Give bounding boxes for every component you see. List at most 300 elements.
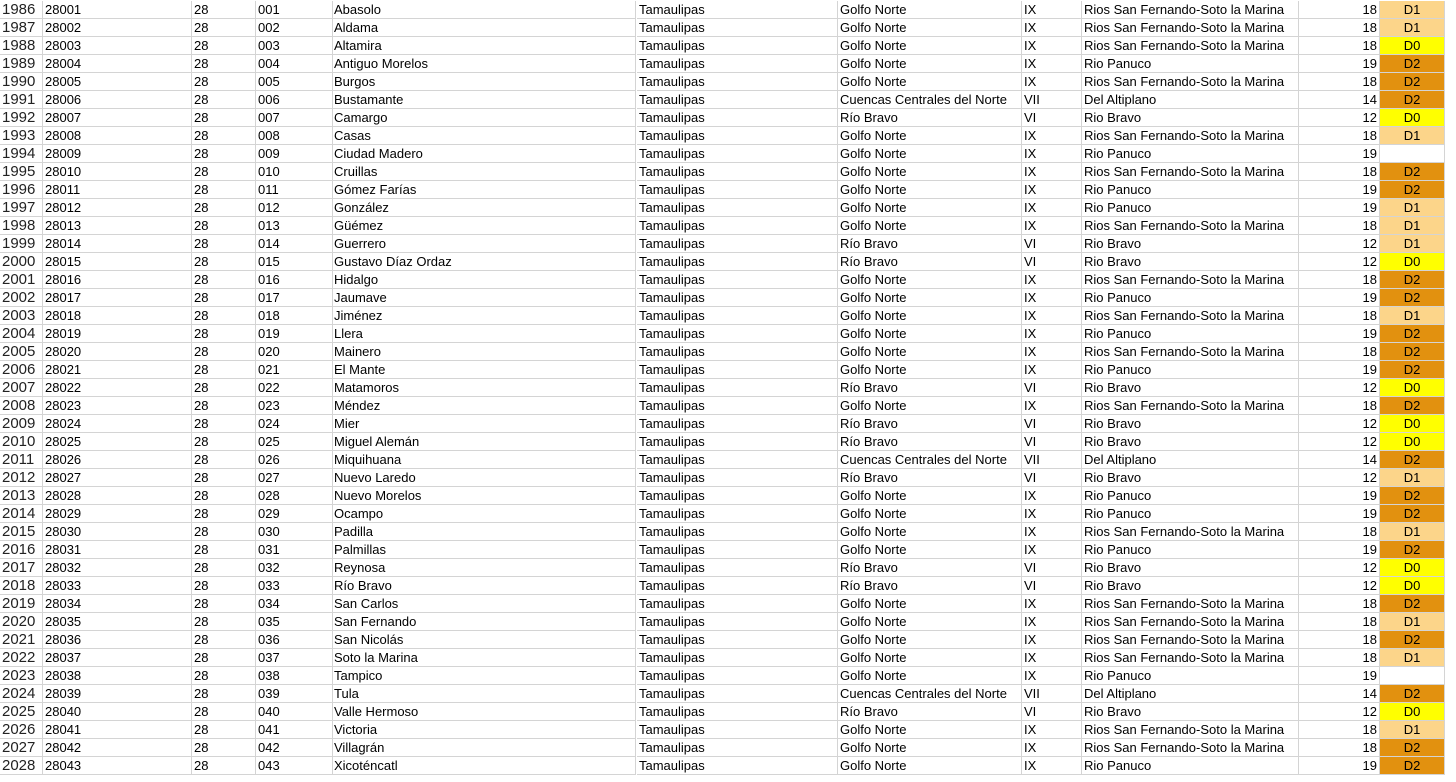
cell-municipality-name[interactable]: Palmillas (333, 541, 636, 559)
cell-basin-number[interactable]: 14 (1299, 91, 1380, 109)
cell-id[interactable]: 28030 (43, 523, 192, 541)
cell-municipality-name[interactable]: Abasolo (333, 1, 636, 19)
cell-region-number[interactable]: IX (1022, 145, 1082, 163)
cell-id[interactable]: 28014 (43, 235, 192, 253)
cell-region[interactable]: Golfo Norte (838, 37, 1022, 55)
cell-drought-category[interactable]: D2 (1380, 163, 1445, 181)
cell-state-code[interactable]: 28 (192, 379, 256, 397)
cell-region[interactable]: Golfo Norte (838, 307, 1022, 325)
cell-municipality-code[interactable]: 001 (256, 1, 333, 19)
cell-drought-category[interactable]: D2 (1380, 73, 1445, 91)
cell-basin[interactable]: Rios San Fernando-Soto la Marina (1082, 595, 1299, 613)
cell-region[interactable]: Golfo Norte (838, 667, 1022, 685)
cell-basin[interactable]: Rio Panuco (1082, 667, 1299, 685)
cell-region[interactable]: Río Bravo (838, 469, 1022, 487)
cell-municipality-code[interactable]: 021 (256, 361, 333, 379)
cell-municipality-code[interactable]: 043 (256, 757, 333, 775)
cell-region-number[interactable]: VII (1022, 91, 1082, 109)
cell-basin-number[interactable]: 19 (1299, 199, 1380, 217)
cell-municipality-name[interactable]: Antiguo Morelos (333, 55, 636, 73)
cell-drought-category[interactable]: D2 (1380, 541, 1445, 559)
cell-basin-number[interactable]: 19 (1299, 757, 1380, 775)
cell-region-number[interactable]: IX (1022, 181, 1082, 199)
cell-municipality-name[interactable]: Altamira (333, 37, 636, 55)
cell-drought-category[interactable]: D2 (1380, 343, 1445, 361)
cell-state-code[interactable]: 28 (192, 19, 256, 37)
cell-region-number[interactable]: IX (1022, 397, 1082, 415)
cell-municipality-code[interactable]: 017 (256, 289, 333, 307)
cell-drought-category[interactable]: D2 (1380, 487, 1445, 505)
cell-region[interactable]: Río Bravo (838, 577, 1022, 595)
cell-basin[interactable]: Rios San Fernando-Soto la Marina (1082, 271, 1299, 289)
cell-basin-number[interactable]: 18 (1299, 307, 1380, 325)
cell-region[interactable]: Río Bravo (838, 559, 1022, 577)
cell-id[interactable]: 28005 (43, 73, 192, 91)
cell-region[interactable]: Río Bravo (838, 109, 1022, 127)
cell-municipality-code[interactable]: 037 (256, 649, 333, 667)
cell-municipality-code[interactable]: 013 (256, 217, 333, 235)
cell-basin-number[interactable]: 14 (1299, 685, 1380, 703)
cell-state-code[interactable]: 28 (192, 667, 256, 685)
cell-state-code[interactable]: 28 (192, 91, 256, 109)
cell-basin-number[interactable]: 12 (1299, 469, 1380, 487)
cell-municipality-code[interactable]: 015 (256, 253, 333, 271)
cell-region[interactable]: Golfo Norte (838, 55, 1022, 73)
cell-region[interactable]: Golfo Norte (838, 127, 1022, 145)
cell-state-name[interactable]: Tamaulipas (637, 577, 838, 595)
cell-region-number[interactable]: IX (1022, 289, 1082, 307)
cell-region-number[interactable]: IX (1022, 127, 1082, 145)
cell-state-name[interactable]: Tamaulipas (637, 379, 838, 397)
cell-state-code[interactable]: 28 (192, 37, 256, 55)
cell-region[interactable]: Golfo Norte (838, 613, 1022, 631)
cell-state-code[interactable]: 28 (192, 217, 256, 235)
cell-drought-category[interactable]: D2 (1380, 91, 1445, 109)
cell-basin-number[interactable]: 18 (1299, 721, 1380, 739)
cell-drought-category[interactable]: D1 (1380, 613, 1445, 631)
cell-state-name[interactable]: Tamaulipas (637, 541, 838, 559)
cell-state-code[interactable]: 28 (192, 109, 256, 127)
cell-basin[interactable]: Rio Bravo (1082, 379, 1299, 397)
cell-municipality-name[interactable]: Padilla (333, 523, 636, 541)
cell-id[interactable]: 28037 (43, 649, 192, 667)
cell-region[interactable]: Golfo Norte (838, 145, 1022, 163)
cell-drought-category[interactable]: D2 (1380, 325, 1445, 343)
cell-basin-number[interactable]: 18 (1299, 163, 1380, 181)
cell-id[interactable]: 28038 (43, 667, 192, 685)
cell-id[interactable]: 28043 (43, 757, 192, 775)
cell-municipality-name[interactable]: Reynosa (333, 559, 636, 577)
cell-region-number[interactable]: IX (1022, 613, 1082, 631)
cell-state-code[interactable]: 28 (192, 451, 256, 469)
cell-region[interactable]: Río Bravo (838, 235, 1022, 253)
cell-basin[interactable]: Rio Bravo (1082, 235, 1299, 253)
cell-id[interactable]: 28011 (43, 181, 192, 199)
cell-region[interactable]: Golfo Norte (838, 487, 1022, 505)
cell-state-name[interactable]: Tamaulipas (637, 253, 838, 271)
cell-basin-number[interactable]: 18 (1299, 631, 1380, 649)
cell-id[interactable]: 28039 (43, 685, 192, 703)
cell-id[interactable]: 28006 (43, 91, 192, 109)
cell-drought-category[interactable]: D0 (1380, 37, 1445, 55)
cell-basin[interactable]: Rio Panuco (1082, 541, 1299, 559)
cell-basin[interactable]: Rio Panuco (1082, 487, 1299, 505)
cell-basin[interactable]: Rios San Fernando-Soto la Marina (1082, 649, 1299, 667)
cell-region[interactable]: Golfo Norte (838, 595, 1022, 613)
cell-region[interactable]: Golfo Norte (838, 325, 1022, 343)
cell-region-number[interactable]: VI (1022, 109, 1082, 127)
cell-id[interactable]: 28004 (43, 55, 192, 73)
cell-region[interactable]: Cuencas Centrales del Norte (838, 451, 1022, 469)
cell-id[interactable]: 28008 (43, 127, 192, 145)
cell-drought-category[interactable] (1380, 145, 1445, 163)
cell-region-number[interactable]: IX (1022, 523, 1082, 541)
cell-municipality-code[interactable]: 008 (256, 127, 333, 145)
cell-municipality-code[interactable]: 038 (256, 667, 333, 685)
cell-basin-number[interactable]: 18 (1299, 523, 1380, 541)
cell-id[interactable]: 28016 (43, 271, 192, 289)
cell-region-number[interactable]: IX (1022, 667, 1082, 685)
cell-basin[interactable]: Rio Bravo (1082, 433, 1299, 451)
cell-state-name[interactable]: Tamaulipas (637, 199, 838, 217)
cell-municipality-name[interactable]: Villagrán (333, 739, 636, 757)
cell-id[interactable]: 28028 (43, 487, 192, 505)
cell-basin-number[interactable]: 18 (1299, 343, 1380, 361)
cell-basin-number[interactable]: 18 (1299, 397, 1380, 415)
cell-basin[interactable]: Rio Panuco (1082, 181, 1299, 199)
cell-basin[interactable]: Rio Bravo (1082, 577, 1299, 595)
cell-state-code[interactable]: 28 (192, 307, 256, 325)
cell-state-code[interactable]: 28 (192, 613, 256, 631)
cell-region[interactable]: Golfo Norte (838, 1, 1022, 19)
cell-id[interactable]: 28017 (43, 289, 192, 307)
cell-state-name[interactable]: Tamaulipas (637, 181, 838, 199)
cell-state-name[interactable]: Tamaulipas (637, 37, 838, 55)
cell-region[interactable]: Cuencas Centrales del Norte (838, 91, 1022, 109)
cell-municipality-name[interactable]: Guerrero (333, 235, 636, 253)
cell-basin-number[interactable]: 19 (1299, 667, 1380, 685)
cell-basin-number[interactable]: 18 (1299, 595, 1380, 613)
cell-municipality-name[interactable]: Güémez (333, 217, 636, 235)
cell-municipality-code[interactable]: 019 (256, 325, 333, 343)
cell-id[interactable]: 28007 (43, 109, 192, 127)
cell-state-code[interactable]: 28 (192, 55, 256, 73)
cell-municipality-code[interactable]: 031 (256, 541, 333, 559)
cell-region-number[interactable]: VII (1022, 685, 1082, 703)
cell-drought-category[interactable]: D0 (1380, 109, 1445, 127)
cell-basin-number[interactable]: 18 (1299, 649, 1380, 667)
cell-id[interactable]: 28042 (43, 739, 192, 757)
cell-drought-category[interactable]: D2 (1380, 505, 1445, 523)
cell-region-number[interactable]: VI (1022, 433, 1082, 451)
cell-municipality-code[interactable]: 002 (256, 19, 333, 37)
cell-state-code[interactable]: 28 (192, 1, 256, 19)
cell-region-number[interactable]: VI (1022, 235, 1082, 253)
cell-basin-number[interactable]: 14 (1299, 451, 1380, 469)
cell-basin-number[interactable]: 12 (1299, 703, 1380, 721)
cell-basin[interactable]: Rio Panuco (1082, 361, 1299, 379)
cell-id[interactable]: 28041 (43, 721, 192, 739)
cell-state-code[interactable]: 28 (192, 523, 256, 541)
cell-basin[interactable]: Rio Bravo (1082, 253, 1299, 271)
cell-region[interactable]: Golfo Norte (838, 271, 1022, 289)
cell-region-number[interactable]: VI (1022, 253, 1082, 271)
cell-drought-category[interactable]: D2 (1380, 739, 1445, 757)
cell-municipality-code[interactable]: 018 (256, 307, 333, 325)
cell-drought-category[interactable]: D1 (1380, 1, 1445, 19)
cell-municipality-code[interactable]: 003 (256, 37, 333, 55)
cell-state-name[interactable]: Tamaulipas (637, 127, 838, 145)
cell-state-code[interactable]: 28 (192, 325, 256, 343)
cell-id[interactable]: 28018 (43, 307, 192, 325)
cell-state-name[interactable]: Tamaulipas (637, 55, 838, 73)
cell-basin-number[interactable]: 18 (1299, 271, 1380, 289)
cell-basin[interactable]: Rio Panuco (1082, 505, 1299, 523)
cell-state-name[interactable]: Tamaulipas (637, 397, 838, 415)
cell-id[interactable]: 28002 (43, 19, 192, 37)
cell-region-number[interactable]: IX (1022, 361, 1082, 379)
cell-municipality-code[interactable]: 028 (256, 487, 333, 505)
cell-municipality-code[interactable]: 035 (256, 613, 333, 631)
cell-basin[interactable]: Rios San Fernando-Soto la Marina (1082, 721, 1299, 739)
cell-state-code[interactable]: 28 (192, 757, 256, 775)
cell-state-code[interactable]: 28 (192, 415, 256, 433)
cell-region[interactable]: Golfo Norte (838, 397, 1022, 415)
cell-municipality-name[interactable]: Gómez Farías (333, 181, 636, 199)
cell-state-name[interactable]: Tamaulipas (637, 703, 838, 721)
cell-region[interactable]: Río Bravo (838, 415, 1022, 433)
cell-region-number[interactable]: IX (1022, 343, 1082, 361)
cell-region[interactable]: Golfo Norte (838, 73, 1022, 91)
cell-drought-category[interactable]: D2 (1380, 289, 1445, 307)
cell-basin[interactable]: Rios San Fernando-Soto la Marina (1082, 397, 1299, 415)
cell-state-name[interactable]: Tamaulipas (637, 1, 838, 19)
cell-state-code[interactable]: 28 (192, 73, 256, 91)
cell-basin-number[interactable]: 18 (1299, 127, 1380, 145)
cell-drought-category[interactable]: D0 (1380, 433, 1445, 451)
cell-basin-number[interactable]: 19 (1299, 541, 1380, 559)
cell-basin[interactable]: Rios San Fernando-Soto la Marina (1082, 307, 1299, 325)
cell-region[interactable]: Golfo Norte (838, 199, 1022, 217)
cell-municipality-code[interactable]: 033 (256, 577, 333, 595)
cell-basin[interactable]: Rios San Fernando-Soto la Marina (1082, 739, 1299, 757)
cell-basin-number[interactable]: 12 (1299, 235, 1380, 253)
cell-basin[interactable]: Rios San Fernando-Soto la Marina (1082, 127, 1299, 145)
cell-state-code[interactable]: 28 (192, 145, 256, 163)
cell-municipality-code[interactable]: 010 (256, 163, 333, 181)
cell-id[interactable]: 28010 (43, 163, 192, 181)
cell-basin[interactable]: Rio Panuco (1082, 325, 1299, 343)
cell-region[interactable]: Golfo Norte (838, 505, 1022, 523)
cell-state-code[interactable]: 28 (192, 253, 256, 271)
cell-drought-category[interactable]: D2 (1380, 757, 1445, 775)
cell-state-name[interactable]: Tamaulipas (637, 163, 838, 181)
cell-basin-number[interactable]: 18 (1299, 19, 1380, 37)
cell-state-code[interactable]: 28 (192, 685, 256, 703)
cell-drought-category[interactable]: D2 (1380, 451, 1445, 469)
cell-drought-category[interactable]: D1 (1380, 19, 1445, 37)
cell-region-number[interactable]: IX (1022, 595, 1082, 613)
cell-basin[interactable]: Rios San Fernando-Soto la Marina (1082, 343, 1299, 361)
cell-state-code[interactable]: 28 (192, 289, 256, 307)
cell-basin-number[interactable]: 18 (1299, 217, 1380, 235)
cell-region-number[interactable]: IX (1022, 541, 1082, 559)
cell-state-code[interactable]: 28 (192, 361, 256, 379)
cell-state-code[interactable]: 28 (192, 271, 256, 289)
cell-basin[interactable]: Rio Panuco (1082, 199, 1299, 217)
cell-municipality-name[interactable]: Jaumave (333, 289, 636, 307)
cell-basin-number[interactable]: 19 (1299, 145, 1380, 163)
cell-municipality-name[interactable]: Ocampo (333, 505, 636, 523)
cell-municipality-name[interactable]: Camargo (333, 109, 636, 127)
cell-municipality-code[interactable]: 042 (256, 739, 333, 757)
cell-municipality-code[interactable]: 023 (256, 397, 333, 415)
cell-basin[interactable]: Rio Bravo (1082, 109, 1299, 127)
cell-region-number[interactable]: IX (1022, 217, 1082, 235)
cell-municipality-code[interactable]: 029 (256, 505, 333, 523)
cell-id[interactable]: 28031 (43, 541, 192, 559)
cell-basin[interactable]: Del Altiplano (1082, 451, 1299, 469)
cell-municipality-name[interactable]: San Carlos (333, 595, 636, 613)
cell-state-name[interactable]: Tamaulipas (637, 343, 838, 361)
cell-municipality-name[interactable]: Jiménez (333, 307, 636, 325)
cell-region-number[interactable]: IX (1022, 631, 1082, 649)
cell-state-code[interactable]: 28 (192, 595, 256, 613)
cell-region[interactable]: Golfo Norte (838, 541, 1022, 559)
cell-state-code[interactable]: 28 (192, 703, 256, 721)
cell-id[interactable]: 28021 (43, 361, 192, 379)
cell-id[interactable]: 28027 (43, 469, 192, 487)
cell-municipality-name[interactable]: Valle Hermoso (333, 703, 636, 721)
cell-region-number[interactable]: IX (1022, 37, 1082, 55)
cell-basin-number[interactable]: 19 (1299, 181, 1380, 199)
cell-region-number[interactable]: VI (1022, 559, 1082, 577)
cell-id[interactable]: 28015 (43, 253, 192, 271)
cell-municipality-code[interactable]: 020 (256, 343, 333, 361)
cell-municipality-code[interactable]: 036 (256, 631, 333, 649)
cell-id[interactable]: 28003 (43, 37, 192, 55)
cell-state-code[interactable]: 28 (192, 559, 256, 577)
cell-basin-number[interactable]: 18 (1299, 1, 1380, 19)
cell-basin-number[interactable]: 12 (1299, 379, 1380, 397)
cell-drought-category[interactable]: D1 (1380, 217, 1445, 235)
cell-region-number[interactable]: IX (1022, 325, 1082, 343)
cell-region-number[interactable]: IX (1022, 721, 1082, 739)
cell-municipality-code[interactable]: 040 (256, 703, 333, 721)
cell-drought-category[interactable]: D1 (1380, 199, 1445, 217)
cell-state-code[interactable]: 28 (192, 631, 256, 649)
cell-drought-category[interactable]: D2 (1380, 271, 1445, 289)
cell-region[interactable]: Golfo Norte (838, 361, 1022, 379)
cell-region[interactable]: Río Bravo (838, 433, 1022, 451)
cell-region-number[interactable]: IX (1022, 73, 1082, 91)
cell-region-number[interactable]: IX (1022, 505, 1082, 523)
cell-basin-number[interactable]: 19 (1299, 487, 1380, 505)
cell-municipality-name[interactable]: Cruillas (333, 163, 636, 181)
cell-municipality-name[interactable]: Miguel Alemán (333, 433, 636, 451)
cell-municipality-name[interactable]: Mainero (333, 343, 636, 361)
cell-state-name[interactable]: Tamaulipas (637, 109, 838, 127)
cell-basin[interactable]: Rio Panuco (1082, 289, 1299, 307)
cell-drought-category[interactable]: D1 (1380, 721, 1445, 739)
cell-region[interactable]: Golfo Norte (838, 739, 1022, 757)
cell-drought-category[interactable]: D2 (1380, 397, 1445, 415)
cell-municipality-code[interactable]: 022 (256, 379, 333, 397)
cell-state-name[interactable]: Tamaulipas (637, 73, 838, 91)
cell-municipality-name[interactable]: Mier (333, 415, 636, 433)
cell-basin-number[interactable]: 19 (1299, 361, 1380, 379)
cell-municipality-name[interactable]: Tula (333, 685, 636, 703)
cell-municipality-code[interactable]: 025 (256, 433, 333, 451)
cell-basin[interactable]: Rio Panuco (1082, 145, 1299, 163)
cell-state-name[interactable]: Tamaulipas (637, 289, 838, 307)
cell-region[interactable]: Golfo Norte (838, 721, 1022, 739)
cell-state-name[interactable]: Tamaulipas (637, 721, 838, 739)
cell-state-name[interactable]: Tamaulipas (637, 559, 838, 577)
cell-state-name[interactable]: Tamaulipas (637, 217, 838, 235)
cell-municipality-code[interactable]: 012 (256, 199, 333, 217)
cell-region-number[interactable]: IX (1022, 271, 1082, 289)
cell-state-name[interactable]: Tamaulipas (637, 631, 838, 649)
cell-basin-number[interactable]: 18 (1299, 613, 1380, 631)
cell-basin[interactable]: Rios San Fernando-Soto la Marina (1082, 37, 1299, 55)
cell-state-name[interactable]: Tamaulipas (637, 667, 838, 685)
cell-municipality-name[interactable]: Nuevo Laredo (333, 469, 636, 487)
cell-drought-category[interactable]: D1 (1380, 469, 1445, 487)
cell-region-number[interactable]: IX (1022, 307, 1082, 325)
cell-region-number[interactable]: IX (1022, 739, 1082, 757)
cell-drought-category[interactable]: D0 (1380, 703, 1445, 721)
cell-region-number[interactable]: VI (1022, 703, 1082, 721)
cell-municipality-code[interactable]: 004 (256, 55, 333, 73)
cell-municipality-name[interactable]: Victoria (333, 721, 636, 739)
cell-municipality-name[interactable]: Matamoros (333, 379, 636, 397)
cell-municipality-name[interactable]: Méndez (333, 397, 636, 415)
cell-basin-number[interactable]: 12 (1299, 433, 1380, 451)
cell-state-name[interactable]: Tamaulipas (637, 235, 838, 253)
cell-state-name[interactable]: Tamaulipas (637, 595, 838, 613)
cell-id[interactable]: 28025 (43, 433, 192, 451)
cell-drought-category[interactable]: D1 (1380, 649, 1445, 667)
cell-municipality-code[interactable]: 005 (256, 73, 333, 91)
cell-region[interactable]: Río Bravo (838, 703, 1022, 721)
cell-municipality-name[interactable]: Llera (333, 325, 636, 343)
cell-state-name[interactable]: Tamaulipas (637, 415, 838, 433)
cell-region[interactable]: Golfo Norte (838, 217, 1022, 235)
cell-municipality-code[interactable]: 041 (256, 721, 333, 739)
cell-basin[interactable]: Del Altiplano (1082, 91, 1299, 109)
cell-state-name[interactable]: Tamaulipas (637, 685, 838, 703)
cell-basin[interactable]: Rios San Fernando-Soto la Marina (1082, 523, 1299, 541)
cell-basin[interactable]: Rio Panuco (1082, 757, 1299, 775)
cell-state-code[interactable]: 28 (192, 127, 256, 145)
cell-drought-category[interactable]: D0 (1380, 577, 1445, 595)
cell-region[interactable]: Golfo Norte (838, 631, 1022, 649)
cell-state-code[interactable]: 28 (192, 487, 256, 505)
cell-municipality-code[interactable]: 006 (256, 91, 333, 109)
cell-id[interactable]: 28034 (43, 595, 192, 613)
cell-region[interactable]: Golfo Norte (838, 343, 1022, 361)
cell-state-code[interactable]: 28 (192, 505, 256, 523)
cell-drought-category[interactable]: D2 (1380, 55, 1445, 73)
cell-municipality-name[interactable]: Tampico (333, 667, 636, 685)
cell-region-number[interactable]: VI (1022, 379, 1082, 397)
cell-basin-number[interactable]: 12 (1299, 577, 1380, 595)
cell-id[interactable]: 28012 (43, 199, 192, 217)
cell-basin[interactable]: Rios San Fernando-Soto la Marina (1082, 19, 1299, 37)
cell-region[interactable]: Golfo Norte (838, 181, 1022, 199)
cell-municipality-name[interactable]: Aldama (333, 19, 636, 37)
